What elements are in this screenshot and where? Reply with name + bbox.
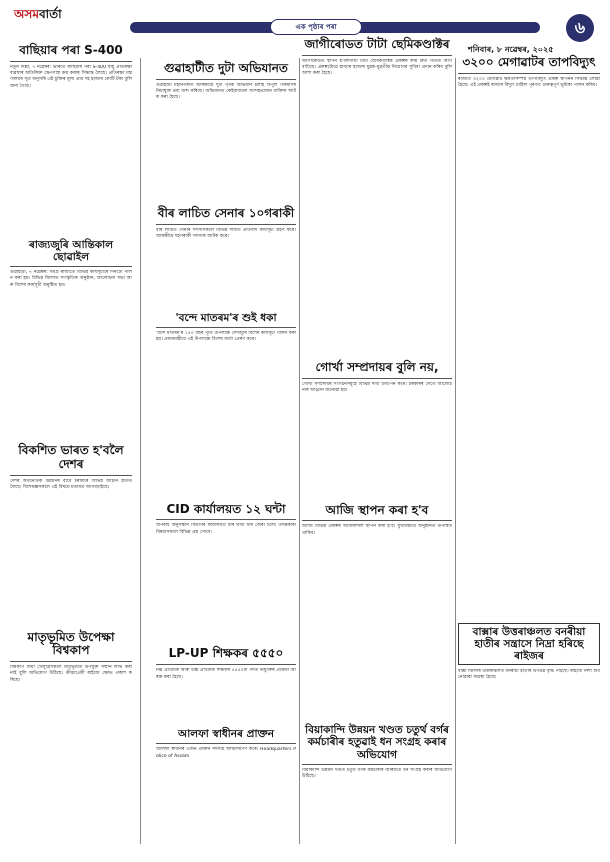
column-divider	[140, 58, 141, 844]
column-3	[302, 38, 452, 858]
column-1	[10, 40, 132, 815]
article-body: নিম্ন প্ৰাথমিক আৰু উচ্চ প্ৰাথমিক শিক্ষকৰ ৫৫৫০টা পদত নিযুক্তিৰ প্ৰক্ৰিয়া আৰম্ভ কৰা হৈছে।	[156, 668, 296, 680]
headline: আলফা স্বাধীনৰ প্ৰাক্তন	[178, 728, 274, 741]
headline: CID কাৰ্যালয়ত ১২ ঘন্টা	[166, 501, 286, 516]
headline: মাতৃভূমিত উপেক্ষা বিশ্বকাপ	[27, 629, 115, 658]
divider	[10, 266, 132, 267]
column-4	[458, 56, 600, 839]
article-body: নতুন দিল্লী, ৭ নৱেম্বৰ: ভাৰতে ৰাছিয়াৰ পৰা S-400 বায়ু প্ৰতিৰক্ষা ব্যৱস্থাৰ অতিৰিক্ত ক্ষেপণাস্ত্ৰ ক্ৰয় কৰাৰ সিদ্ধান্ত লৈছে। প্ৰতিৰক্ষা মন্ত্ৰণালয়ৰ সূত্ৰ অনুসৰি এই চুক্তিৰ মূল্য প্ৰায় দহ হাজাৰ কোটি টকা বুলি জনা গৈছে।	[10, 64, 132, 89]
article-body: বিশ্বকাপ জয়ী খেলুৱৈসকলে মাতৃভূমিত উপযুক্ত সন্মান লাভ কৰা নাই বুলি অভিযোগ উঠিছে। ক্ৰীড়াপ্ৰেমী ৰাইজে ক্ষোভ প্ৰকাশ কৰিছে।	[10, 665, 132, 683]
article-body: জাগীৰোডত স্থাপন হ'বলগীয়া টাটা ছেমিকণ্ডাক্টৰ প্ৰকল্পৰ কাম দ্ৰুত গতিত আগবাঢ়িছে। প্ৰকল্পটোৱে হাজাৰ হাজাৰ যুৱক-যুৱতীক নিয়োগৰ সুবিধা প্ৰদান কৰিব বুলি আশা কৰা হৈছে।	[302, 58, 452, 77]
article-body: বীৰ লাচিত সেনাৰ সদস্যসকলে বিভিন্ন দাবীত প্ৰতিবাদ কাৰ্যসূচী গ্ৰহণ কৰে। আৰক্ষীয়ে দহগৰাকী সদস্যক আটক কৰে।	[156, 227, 296, 239]
divider	[302, 55, 452, 56]
divider	[156, 224, 296, 225]
headline: বীৰ লাচিত সেনাৰ ১০গৰাকী	[157, 205, 295, 220]
section-title: এক পৃষ্ঠাৰ পৰা	[270, 19, 362, 35]
headline: 'বন্দে মাতৰম'ৰ শুই ধকা	[175, 311, 277, 324]
newspaper-logo	[14, 6, 62, 26]
column-divider	[299, 58, 300, 844]
headline: গোৰ্খা সম্প্ৰদায়ৰ বুলি নয়,	[315, 359, 439, 374]
article-body: ৰাজ্যত ৩২০০ মেগাৱাট ক্ষমতাসম্পন্ন তাপবিদ্যুৎ প্ৰকল্প স্থাপনৰ সিদ্ধান্ত লোৱা হৈছে। এই প্ৰকল্পই ৰাজ্যৰ বিদ্যুৎ চাহিদা পূৰণত গুৰুত্বপূৰ্ণ ভূমিকা পালন কৰিব।	[458, 76, 600, 89]
divider	[302, 378, 452, 379]
article-body: দেশৰ অৰ্থনৈতিক উন্নয়নৰ বাবে চৰকাৰে বিভিন্ন আঁচনি হাতত লৈছে। বিশেষজ্ঞসকলে এই বিষয়ে মতামত আগবঢ়াইছে।	[10, 478, 132, 490]
article-body: গুৱাহাটী মহানগৰীত আৰক্ষীয়ে দুটা পৃথক অভিযান চলাই বিপুল পৰিমাণৰ নিচাযুক্ত দ্ৰব্য জব্দ কৰিছে। অভিযানত কেইবাজনো সন্দেহভাজন ব্যক্তিক আটক কৰা হৈছে।	[156, 82, 296, 101]
column-divider	[455, 58, 456, 844]
article-body: আজি বিভিন্ন প্ৰকল্পৰ আধাৰশিলা স্থাপন কৰা হ'ব। মুখ্যমন্ত্ৰীয়ে অনুষ্ঠানত উপস্থিত থাকিব।	[302, 524, 452, 536]
article-body: বাক্সা জিলাৰ উত্তৰাঞ্চলত বনৰীয়া হাতীৰ উপদ্ৰৱ বৃদ্ধি পাইছে। ৰাইজে নিশা শুব নোৱাৰা অৱস্থা হৈছে।	[458, 668, 600, 681]
headline: ৩২০০ মেগাৱাটৰ তাপবিদ্যুৎ	[462, 55, 596, 69]
headline: বাক্সাৰ উত্তৰাঞ্চলত বনৰীয়া হাতীৰ সন্ত্ৰাসে নিদ্ৰা হৰিছে ৰাইজৰ	[472, 625, 586, 662]
headline: বিয়াকান্দি উন্নয়ন খণ্ডত চতুৰ্থ বৰ্গৰ কৰ্মচাৰীৰ হতুৱাই ধন সংগ্ৰহ কৰাৰ অভিযোগ	[305, 724, 449, 761]
headline: বাছিয়াৰ পৰা S-400	[19, 43, 123, 57]
divider	[156, 79, 296, 80]
article-body: গোৰ্খা সম্প্ৰদায়ৰ সংগঠনসমূহে বিভিন্ন দাবী উত্থাপন কৰে। চৰকাৰৰ সৈতে আলোচনাৰ আহ্বান জনোৱা হয়।	[302, 381, 452, 393]
divider	[156, 327, 296, 328]
headline: জাগীৰোডত টাটা ছেমিকণ্ডাক্টৰ	[304, 37, 450, 51]
divider	[156, 664, 296, 665]
divider	[10, 661, 132, 662]
article-body: 'বন্দে মাতৰম'ৰ ১৫০ বছৰ পূৰ্তি উপলক্ষে দেশজুৰি বিশেষ কাৰ্যসূচী পালন কৰা হয়। প্ৰধানমন্ত্ৰীয়ে এই উপলক্ষে বিশেষ বাৰ্তা প্ৰেৰণ কৰে।	[156, 330, 296, 342]
logo-part-b: বাৰ্তা	[38, 7, 62, 21]
divider	[10, 61, 132, 62]
boxed-story	[458, 623, 600, 665]
issue-date: শনিবাৰ, ৮ নৱেম্বৰ, ২০২৫	[468, 45, 554, 54]
headline: ৰাজ্যজুৰি আন্তিকাল ছোৱাইল	[28, 238, 114, 263]
masthead	[0, 0, 610, 38]
article-body: অপৰাধ অনুসন্ধান বিভাগৰ কাৰ্যালয়ত বাৰ ঘণ্টা ধৰি জেৰা চলে। তদন্তকাৰী বিষয়াসকলে বিভিন্ন প্ৰশ্ন সোধে।	[156, 523, 296, 535]
page-number: ৬	[566, 14, 594, 42]
article-body: আলফা স্বাধীনৰ এজন প্ৰাক্তন সদস্যই আত্মসমৰ্পণ কৰে। Headquarters Police of Assam	[156, 747, 296, 759]
divider	[10, 475, 132, 476]
divider	[156, 743, 296, 744]
headline: আজি স্থাপন কৰা হ'ব	[325, 502, 429, 517]
headline: গুৱাহাটীত দুটা অভিযানত	[164, 61, 288, 75]
article-body: বিয়াকান্দি উন্নয়ন খণ্ডত চতুৰ্থ বৰ্গৰ কৰ্মচাৰীৰ জৰিয়তে ধন সংগ্ৰহ কৰাৰ অভিযোগ উঠিছে।	[302, 767, 452, 779]
article-body: গুৱাহাটী, ৭ নৱেম্বৰ: সমগ্ৰ ৰাজ্যতে বিভিন্ন কাৰ্যসূচীৰে দিনটো পালন কৰা হয়। বিভিন্ন জিলাত সাংস্কৃতিক অনুষ্ঠান, আলোচনা সভা আৰু বিশেষ কাৰ্যসূচী অনুষ্ঠিত হয়।	[10, 269, 132, 288]
logo-part-a: অসম	[14, 7, 39, 21]
column-2	[156, 62, 296, 787]
divider	[156, 519, 296, 520]
headline: বিকশিত ভাৰত হ'বলৈ দেশৰ	[18, 442, 124, 471]
headline: LP-UP শিক্ষকৰ ৫৫৫০	[168, 646, 284, 661]
divider	[458, 73, 600, 74]
divider	[302, 764, 452, 765]
divider	[302, 520, 452, 521]
